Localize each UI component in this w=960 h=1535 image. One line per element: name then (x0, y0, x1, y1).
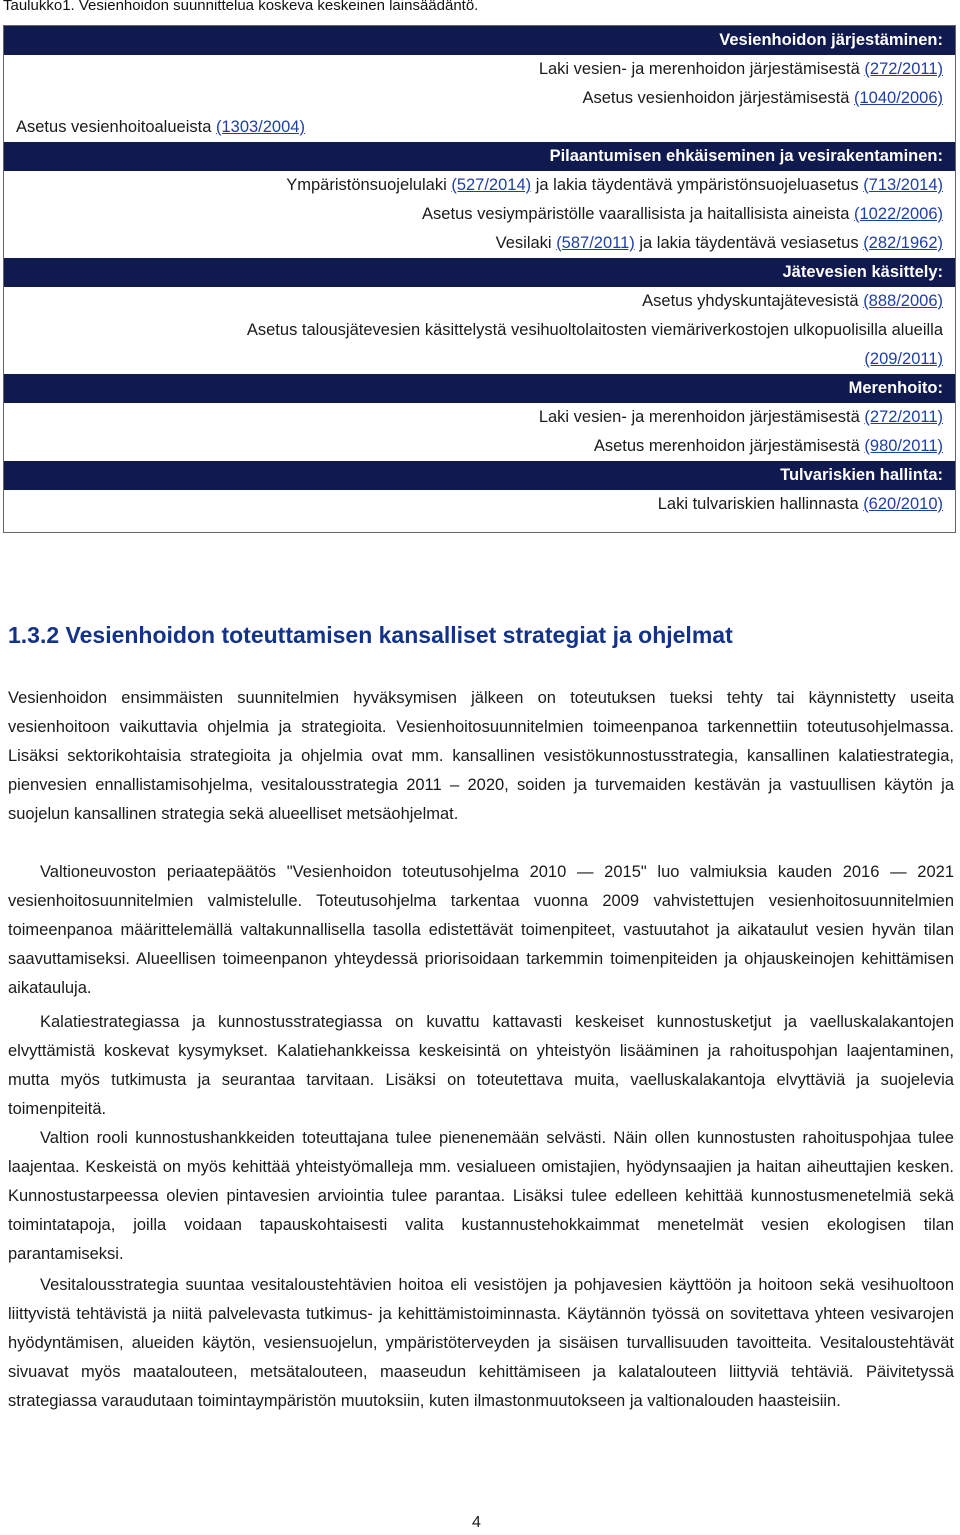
table-row (4, 84, 955, 113)
law-text: ja lakia täydentävä vesiasetus (639, 234, 859, 252)
law-text: Ympäristönsuojelulaki (286, 176, 447, 194)
table-row (4, 171, 955, 200)
law-reference-link[interactable]: (713/2014) (863, 176, 943, 194)
law-reference-link[interactable]: (980/2011) (864, 437, 943, 455)
header-flood-risk: Tulvariskien hallinta: (4, 461, 955, 490)
law-reference-link[interactable]: (527/2014) (451, 176, 532, 194)
paragraph-1: Vesienhoidon ensimmäisten suunnitelmien hyväksymisen jälkeen on toteutuksen tueksi tehty tai käynnistetty useita vesienhoitoon vaikuttavia ohjelmia ja strategioita. Vesienhoitosuunnitelmien toimeenpanoa tarkennettiin toteutusohjelmassa. Lisäksi sektorikohtaisia strategioita ja ohjelmia ovat mm. kansallinen vesistökunnostusstrategia, kansallinen kalatiestrategia, pienvesien ennallistamisohjelma, vesitalousstrategia 2011 – 2020, soiden ja turvemaiden kestävän ja vastuullisen käytön ja suojelun kansallinen strategia sekä alueelliset metsäohjelmat. (8, 689, 954, 823)
law-reference-link[interactable]: (587/2011) (556, 234, 635, 252)
law-text: Asetus merenhoidon järjestämisestä (593, 437, 860, 455)
law-reference-link[interactable]: (272/2011) (864, 60, 943, 78)
law-reference-link[interactable]: (209/2011) (864, 350, 943, 368)
law-text: Asetus vesiympäristölle vaarallisista ja haitallisista aineista (422, 205, 850, 223)
table-row (4, 200, 955, 229)
law-text: Vesilaki (495, 234, 552, 252)
table-row (4, 490, 955, 519)
legislation-table (3, 25, 956, 533)
law-text: Laki vesien- ja merenhoidon järjestämisestä (538, 60, 860, 78)
table-row (4, 229, 955, 258)
paragraph-4: Valtion rooli kunnostushankkeiden toteuttajana tulee pienenemään selvästi. Näin ollen kunnostusten rahoituspohjaa tulee laajentaa. Keskeistä on myös kehittää yhteistyömalleja mm. vesialueen omistajien, hyödynsaajien ja haitan aiheuttajien kesken. Kunnostustarpeessa olevien pintavesien arviointia tulee parantaa. Lisäksi tulee edelleen kehittää kunnostusmenetelmiä sekä toimintatapoja, joilla voidaan tapauskohtaisesti valita kustannustehokkaimmat menetelmät vesien ekologisen tilan parantamiseksi. (8, 1129, 954, 1263)
law-text: Asetus vesienhoitoalueista (16, 118, 212, 136)
table-row (4, 316, 955, 374)
law-reference-link[interactable]: (1022/2006) (854, 205, 943, 223)
header-pollution-prevention: Pilaantumisen ehkäiseminen ja vesirakentaminen: (4, 142, 955, 171)
law-reference-link[interactable]: (272/2011) (864, 408, 943, 426)
law-text: Asetus vesienhoidon järjestämisestä (582, 89, 850, 107)
law-reference-link[interactable]: (1040/2006) (854, 89, 943, 107)
paragraph-2: Valtioneuvoston periaatepäätös "Vesienhoidon toteutusohjelma 2010 — 2015" luo valmiuksia kauden 2016 — 2021 vesienhoitosuunnitelmien valmistelulle. Toteutusohjelma tarkentaa vuonna 2009 vahvistettujen vesienhoitosuunnitelmien toimeenpanoa määrittelemällä valtakunnallisella tasolla edistettävät toimenpiteet, vastuutahot ja aikataulut vesien hyvän tilan saavuttamiseksi. Alueellisen toimeenpanon yhteydessä priorisoidaan tarkemmin toimenpiteiden ja ohjauskeinojen kehittämisen aikatauluja. (8, 863, 954, 997)
header-wastewater: Jätevesien käsittely: (4, 258, 955, 287)
header-water-management: Vesienhoidon järjestäminen: (4, 26, 955, 55)
table-row (4, 113, 955, 142)
law-text: Laki tulvariskien hallinnasta (657, 495, 859, 513)
law-reference-link[interactable]: (620/2010) (863, 495, 943, 513)
table-caption: Taulukko1. Vesienhoidon suunnittelua koskeva keskeinen lainsäädäntö. (3, 0, 479, 14)
table-row (4, 432, 955, 461)
law-reference-link[interactable]: (282/1962) (863, 234, 943, 252)
law-text: Asetus yhdyskuntajätevesistä (642, 292, 859, 310)
law-text: Laki vesien- ja merenhoidon järjestämisestä (538, 408, 860, 426)
section-heading: 1.3.2 Vesienhoidon toteuttamisen kansalliset strategiat ja ohjelmat (8, 622, 733, 648)
table-row (4, 55, 955, 84)
law-reference-link[interactable]: (1303/2004) (215, 118, 305, 136)
law-text: ja lakia täydentävä ympäristönsuojeluasetus (535, 176, 859, 194)
table-row (4, 403, 955, 432)
header-marine: Merenhoito: (4, 374, 955, 403)
law-text: Asetus talousjätevesien käsittelystä vesihuoltolaitosten viemäriverkostojen ulkopuolisilla alueilla (246, 321, 943, 339)
paragraph-5: Vesitalousstrategia suuntaa vesitaloustehtävien hoitoa eli vesistöjen ja pohjavesien käyttöön ja hoitoon sekä vesihuoltoon liittyvistä tehtävistä ja niitä palvelevasta tutkimus- ja kehittämistoiminnasta. Käytännön työssä on sovitettava yhteen vesivarojen hyödyntämisen, alueiden käytön, vesiensuojelun, ympäristöterveyden ja sisäisen turvallisuuden tavoitteita. Vesitaloustehtävät sivuavat myös maatalouteen, metsätalouteen, maaseudun kehittämiseen ja kalatalouteen liittyviä tehtäviä. Päivitetyssä strategiassa varaudutaan toimintaympäristön muutoksiin, kuten ilmastonmuutokseen ja valtionalouden haasteisiin. (8, 1276, 954, 1410)
page-number: 4 (472, 1514, 481, 1531)
table-row (4, 287, 955, 316)
law-reference-link[interactable]: (888/2006) (863, 292, 943, 310)
paragraph-3: Kalatiestrategiassa ja kunnostusstrategiassa on kuvattu kattavasti keskeiset kunnostusketjut ja vaelluskalakantojen elvyttämistä koskevat kysymykset. Kalatiehankkeissa keskeisintä on yhteistyön lisääminen ja rahoituspohjan laajentaminen, mutta myös tutkimusta ja seurantaa tarvitaan. Lisäksi on toteutettava muita, vaelluskalakantoja elvyttäviä ja suojelevia toimenpiteitä. (8, 1013, 954, 1118)
